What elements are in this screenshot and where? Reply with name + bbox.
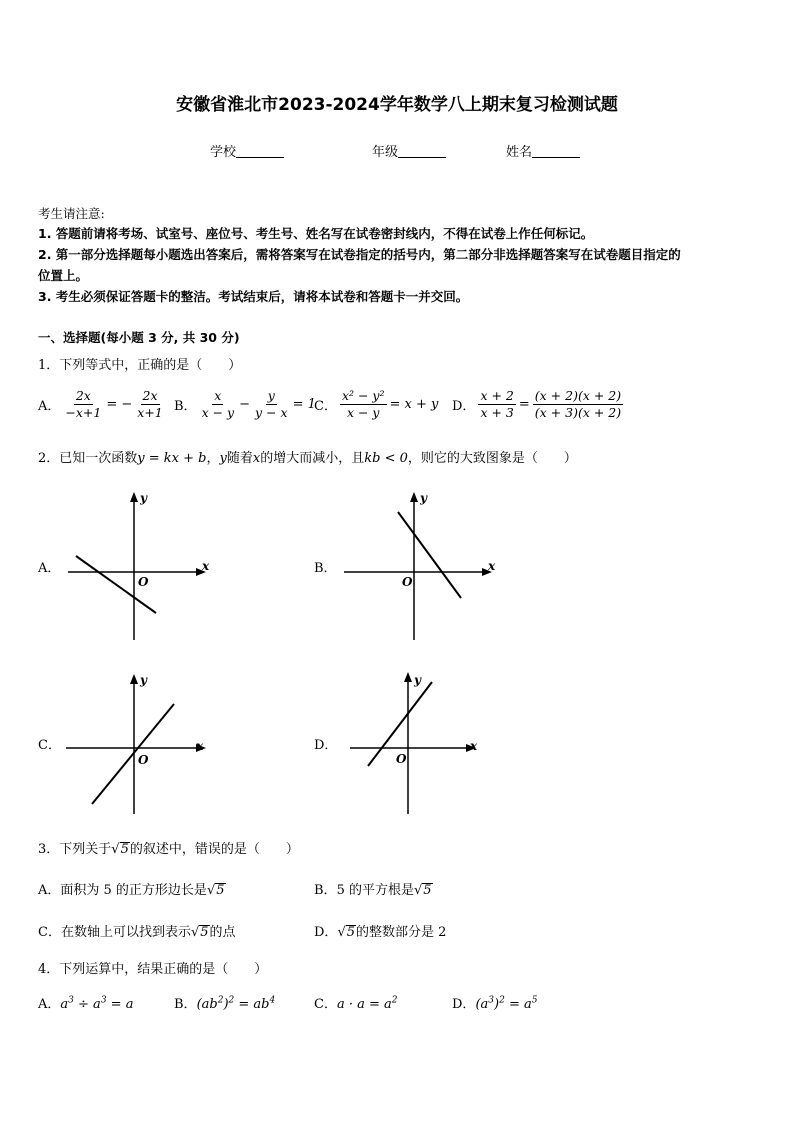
q1b-den-1: x − y	[201, 405, 235, 420]
q2-option-d-label: D．	[314, 738, 338, 753]
question-1-stem: 1．下列等式中，正确的是（ ）	[38, 358, 242, 373]
page-title: 安徽省淮北市2023-2024学年数学八上期末复习检测试题	[176, 95, 618, 115]
y-axis-arrow	[130, 492, 138, 502]
sqrt-icon: √	[337, 925, 346, 940]
q3-stem-a: 3．下列关于	[38, 842, 112, 857]
q3-option-a-text: 面积为 5 的正方形边长是	[60, 883, 207, 898]
y-axis-label: y	[140, 673, 147, 687]
q3-option-b-text: 5 的平方根是	[336, 883, 414, 898]
x-axis-label: x	[470, 739, 478, 753]
q1b-rhs: = 1	[292, 397, 316, 412]
school-label: 学校	[210, 145, 237, 160]
q4-option-d-expr: $(a^3)^2 = a^5$	[475, 995, 538, 1012]
q3-option-b	[314, 879, 433, 898]
q3-option-c-text: 在数轴上可以找到表示	[60, 925, 191, 940]
grade-blank	[398, 145, 446, 158]
origin-label: O	[396, 752, 407, 766]
q1c-num: x² − y²	[341, 388, 385, 403]
q1a-left-fraction	[63, 388, 103, 421]
q3-stem-b: 的叙述中，错误的是（ ）	[129, 842, 299, 857]
q1a-left-num: 2x	[75, 388, 91, 403]
q1-option-a-label: A．	[38, 399, 61, 414]
q4-option-d-label: D．	[452, 997, 476, 1012]
q4-option-c-label: C．	[314, 997, 337, 1012]
q2-graph-b	[336, 488, 506, 648]
q4-option-d	[452, 993, 537, 1012]
q3-option-c-label: C．	[38, 925, 61, 940]
function-line	[92, 704, 174, 804]
notice-item-3: 3. 考生必须保证答题卡的整洁。考试结束后，请将本试卷和答题卡一并交回。	[38, 289, 469, 304]
q3-a-radicand: 5	[216, 883, 225, 898]
q2-graph-c	[60, 668, 220, 818]
sqrt-icon: √	[111, 842, 120, 857]
origin-label: O	[138, 753, 149, 767]
q1b-minus: −	[239, 397, 251, 412]
y-axis-arrow	[410, 492, 418, 502]
q2-stem-c: 随着	[226, 451, 253, 466]
y-axis-label: y	[420, 491, 427, 505]
x-axis-label: x	[488, 559, 496, 573]
y-axis-label: y	[414, 673, 421, 687]
notice-item-2: 2. 第一部分选择题每小题选出答案后，需将答案写在试卷指定的括号内，第二部分非选择题答案写在试卷题目指定的	[38, 247, 681, 262]
q3-option-c	[38, 921, 236, 940]
q1b-den-2: y − x	[255, 405, 288, 420]
section-heading: 一、选择题(每小题 3 分, 共 30 分)	[38, 330, 240, 345]
q3-option-a	[38, 879, 226, 898]
q1b-fraction-2	[253, 388, 290, 421]
q1-option-b-label: B．	[174, 399, 197, 414]
x-axis-label: x	[196, 739, 204, 753]
y-axis-arrow	[130, 674, 138, 684]
grade-label: 年级	[372, 145, 399, 160]
q4-option-b-label: B．	[174, 997, 197, 1012]
q1d-left-num: x + 2	[480, 388, 514, 403]
q1d-right-num: (x + 2)(x + 2)	[534, 388, 622, 403]
q3-d-radicand: 5	[346, 925, 356, 940]
q2-var-x: x	[252, 451, 261, 466]
q3-option-d-tail: 的整数部分是 2	[356, 925, 447, 940]
origin-label: O	[402, 575, 413, 589]
q1-option-c-label: C．	[314, 399, 337, 414]
q3-option-a-label: A．	[38, 883, 61, 898]
q1a-right-den: x+1	[137, 405, 163, 420]
q1c-den: x − y	[346, 405, 380, 420]
q1a-right-num: 2x	[142, 388, 158, 403]
q2-graph-a	[60, 488, 220, 648]
sqrt-icon: √	[206, 883, 216, 898]
school-field	[210, 141, 284, 160]
notice-item-1: 1. 答题前请将考场、试室号、座位号、考生号、姓名写在试卷密封线内，不得在试卷上作任何标记。	[38, 226, 594, 241]
q1b-num-1: x	[214, 388, 222, 403]
q1b-fraction-1	[200, 388, 237, 421]
q2-var-y: y	[219, 451, 227, 466]
q1-option-c	[314, 388, 438, 421]
q3-radicand: 5	[120, 842, 129, 857]
q1c-fraction	[340, 388, 387, 421]
y-axis-arrow	[404, 672, 412, 682]
name-label: 姓名	[506, 145, 533, 160]
q2-function: y = kx + b	[137, 451, 207, 466]
school-blank	[236, 145, 284, 158]
q4-option-c-expr: $a \cdot a = a^2$	[336, 995, 398, 1012]
notice-item-2-cont: 位置上。	[38, 268, 89, 283]
q3-option-d-label: D．	[314, 925, 338, 940]
y-axis-label: y	[140, 491, 147, 505]
q2-stem-b: ，	[206, 451, 220, 466]
q2-stem-e: ，则它的大致图象是（ ）	[407, 451, 577, 466]
question-2-stem	[38, 447, 577, 466]
q4-option-a-label: A．	[38, 997, 61, 1012]
q4-option-a-expr: $a^3 \div a^3 = a$	[60, 995, 134, 1012]
q3-option-c-tail: 的点	[209, 925, 236, 940]
q1d-right-fraction	[533, 388, 623, 421]
q4-option-b-expr: $(ab^2)^2 = ab^4$	[196, 995, 276, 1012]
q1a-equals: = −	[106, 397, 133, 412]
q2-stem-a: 2．已知一次函数	[38, 451, 138, 466]
q2-option-a-label: A．	[38, 561, 61, 576]
q1a-right-fraction	[135, 388, 164, 421]
notice-heading: 考生请注意:	[38, 206, 105, 221]
sqrt-icon: √	[413, 883, 423, 898]
q2-option-b-label: B．	[314, 561, 337, 576]
q2-stem-d: 的增大而减小，且	[260, 451, 365, 466]
q1d-equals: =	[518, 397, 530, 412]
q3-option-d	[314, 921, 446, 940]
q2-graph-d	[340, 668, 490, 818]
q1-option-d	[452, 388, 623, 421]
q2-condition: kb < 0	[364, 451, 408, 466]
q4-option-a	[38, 993, 133, 1012]
name-field	[506, 141, 580, 160]
q1c-rhs: = x + y	[389, 397, 439, 412]
q3-c-radicand: 5	[200, 925, 209, 940]
q3-b-radicand: 5	[423, 883, 432, 898]
q1d-left-den: x + 3	[480, 405, 514, 420]
sqrt-icon: √	[190, 925, 200, 940]
q1-option-b	[174, 388, 316, 421]
q4-option-c	[314, 993, 398, 1012]
q1a-left-den: −x+1	[65, 405, 102, 420]
q1d-left-fraction	[478, 388, 515, 421]
q2-option-c-label: C．	[38, 738, 61, 753]
question-3-stem	[38, 838, 299, 857]
q3-option-b-label: B．	[314, 883, 337, 898]
question-4-stem: 4．下列运算中，结果正确的是（ ）	[38, 962, 268, 977]
origin-label: O	[138, 575, 149, 589]
q1-option-a	[38, 388, 165, 421]
q1b-num-2: y	[267, 388, 275, 403]
name-blank	[532, 145, 580, 158]
grade-field	[372, 141, 446, 160]
x-axis-label: x	[202, 559, 210, 573]
q1d-right-den: (x + 3)(x + 2)	[534, 405, 622, 420]
q1-option-d-label: D．	[452, 399, 476, 414]
q4-option-b	[174, 993, 275, 1012]
